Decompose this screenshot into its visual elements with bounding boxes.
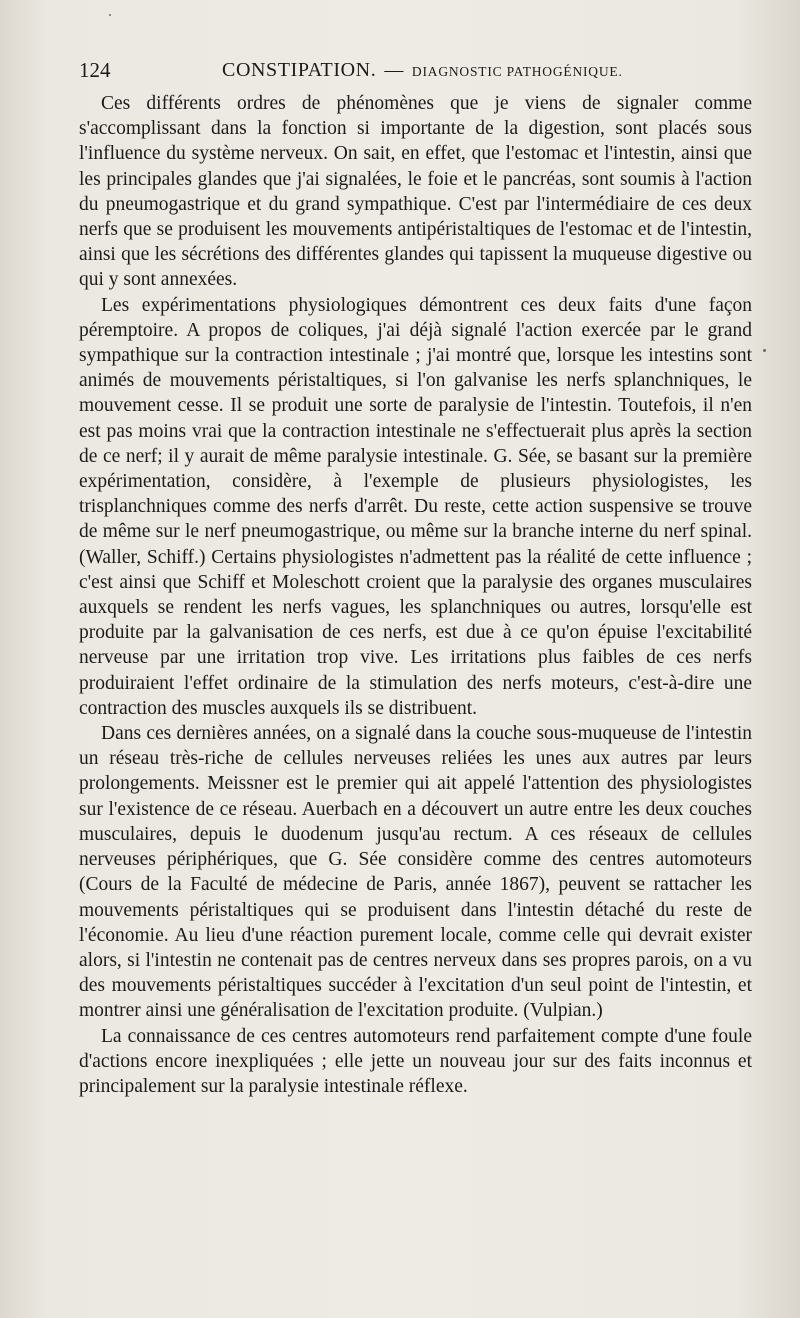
title-separator: — xyxy=(384,60,404,81)
paragraph-4: La connaissance de ces centres automoteurs rend parfaitement compte d'une foule d'actions encore inexpliquées ; elle jette un nouveau jour sur des faits inconnus et principalement sur la paralysie intestinale réflexe. xyxy=(79,1025,752,1097)
scan-speck xyxy=(763,349,766,352)
running-title xyxy=(222,56,623,86)
paragraph-1: Ces différents ordres de phénomènes que je viens de signaler comme s'accomplissant dans la fonction si importante de la digestion, sont placés sous l'influence du système nerveux. On sait, en effet, que l'estomac et l'intestin, ainsi que les principales glandes que j'ai signalées, le foie et le pancréas, sont soumis à l'action du pneumogastrique et du grand sympathique. C'est par l'intermédiaire de ces deux nerfs que se produisent les mouvements antipéristaltiques de l'estomac et de l'intestin, ainsi que les sécrétions des différentes glandes qui tapissent la muqueuse digestive ou qui y sont annexées. xyxy=(79,93,752,291)
section-subtitle: DIAGNOSTIC PATHOGÉNIQUE. xyxy=(411,64,623,79)
running-header xyxy=(79,56,751,84)
chapter-title: CONSTIPATION. xyxy=(222,59,377,81)
scan-speck xyxy=(109,14,111,16)
paragraph-3: Dans ces dernières années, on a signalé dans la couche sous-muqueuse de l'intestin un réseau très-riche de cellules nerveuses reliées les unes aux autres par leurs prolongements. Meissner est le premier qui ait appelé l'attention des physiologistes sur l'existence de ce réseau. Auerbach en a découvert un autre entre les deux couches musculaires, depuis le duodenum jusqu'au rectum. A ces réseaux de cellules nerveuses périphériques, que G. Sée considère comme des centres automoteurs (Cours de la Faculté de médecine de Paris, année 1867), peuvent se rattacher les mouvements péristaltiques qui se produisent dans l'intestin détaché du reste de l'économie. Au lieu d'une réaction purement locale, comme celle qui devrait exister alors, si l'intestin ne contenait pas de centres nerveux dans ses propres parois, on a vu des mouvements péristaltiques succéder à l'excitation d'un seul point de l'intestin, et montrer ainsi une généralisation de l'excitation produite. (Vulpian.) xyxy=(79,723,752,1022)
page-number: 124 xyxy=(79,58,111,82)
body-text xyxy=(79,91,752,1099)
paragraph-2: Les expérimentations physiologiques démontrent ces deux faits d'une façon péremptoire. A propos de coliques, j'ai déjà signalé l'action exercée par le grand sympathique sur la contraction intestinale ; j'ai montré que, lorsque les intestins sont animés de mouvements péristaltiques, si l'on galvanise les nerfs splanchniques, le mouvement cesse. Il se produit une sorte de paralysie de l'intestin. Toutefois, il n'en est pas moins vrai que la contraction intestinale ne s'effectuerait plus après la section de ce nerf; il y aurait de même paralysie intestinale. G. Sée, se basant sur la première expérimentation, considère, à l'exemple de plusieurs physiologistes, les trisplanchniques comme des nerfs d'arrêt. Du reste, cette action suspensive se trouve de même sur le nerf pneumogastrique, ou même sur la branche interne du nerf spinal. (Waller, Schiff.) Certains physiologistes n'admettent pas la réalité de cette influence ; c'est ainsi que Schiff et Moleschott croient que la paralysie des organes musculaires auxquels se rendent les nerfs vagues, les splanchniques ou autres, lorsqu'elle est produite par la galvanisation de ces nerfs, est due à ce qu'on épuise l'excitabilité nerveuse par une irritation trop vive. Les irritations plus faibles de ces nerfs produiraient l'effet ordinaire de la stimulation des nerfs moteurs, c'est-à-dire une contraction des muscles auxquels ils se distribuent. xyxy=(79,294,752,719)
